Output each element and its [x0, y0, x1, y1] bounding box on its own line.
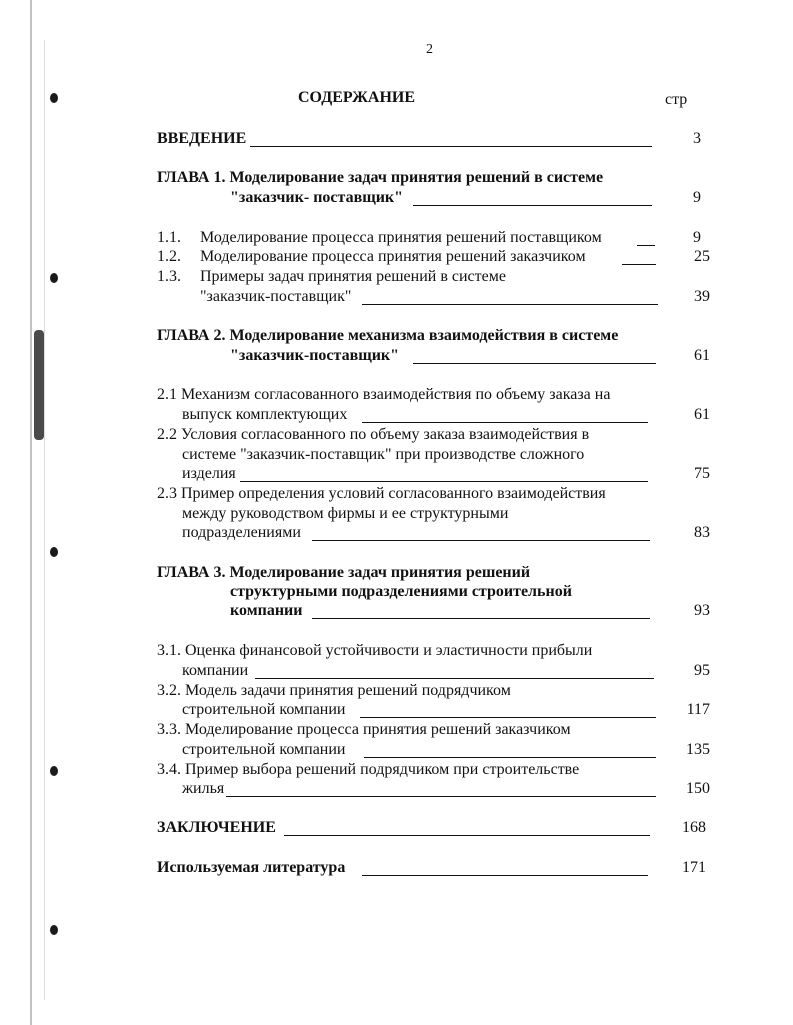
- binding-hole-icon: [50, 766, 58, 776]
- leader-line: [250, 146, 652, 147]
- leader-line: [362, 875, 648, 876]
- toc-literature-page: 171: [682, 859, 706, 876]
- toc-section-title: 3.3. Моделирование процесса принятия решений заказчиком: [157, 721, 571, 738]
- toc-title: СОДЕРЖАНИЕ: [298, 89, 416, 106]
- page-number: 2: [426, 42, 433, 57]
- toc-section-title-cont: системе "заказчик-поставщик" при производстве сложного: [182, 446, 585, 463]
- toc-section-page: 39: [694, 288, 710, 305]
- toc-section-number: 1.1.: [157, 229, 181, 246]
- toc-section-title: 2.3 Пример определения условий согласованного взаимодействия: [157, 485, 606, 502]
- toc-section-title-cont: выпуск комплектующих: [182, 406, 348, 423]
- toc-chapter2-page: 61: [694, 347, 710, 364]
- toc-chapter3-page: 93: [694, 602, 710, 619]
- toc-section-number: 1.2.: [157, 248, 181, 265]
- binding-hole-icon: [50, 273, 58, 283]
- leader-line: [312, 618, 650, 619]
- toc-chapter1-title: ГЛАВА 1. Моделирование задач принятия решений в системе: [157, 169, 604, 186]
- binding-hole-icon: [50, 93, 58, 103]
- toc-chapter3-title: ГЛАВА 3. Моделирование задач принятия решений: [157, 564, 531, 581]
- toc-section-title: 3.1. Оценка финансовой устойчивости и эластичности прибыли: [157, 642, 593, 659]
- toc-section-title: Примеры задач принятия решений в системе: [200, 268, 506, 285]
- toc-chapter2-title-cont: "заказчик-поставщик": [230, 347, 400, 364]
- leader-line: [364, 757, 656, 758]
- toc-section-title: 2.2 Условия согласованного по объему заказа взаимодействия в: [157, 426, 590, 443]
- toc-section-title-cont: изделия: [182, 465, 236, 482]
- toc-chapter3-title-cont: структурными подразделениями строительной: [230, 583, 572, 600]
- scan-edge-line: [30, 0, 32, 1025]
- toc-section-number: 1.3.: [157, 268, 181, 285]
- toc-section-title: Моделирование процесса принятия решений поставщиком: [200, 229, 602, 246]
- binding-hole-icon: [50, 547, 58, 557]
- leader-line: [362, 304, 658, 305]
- toc-section-title-cont: подразделениями: [182, 524, 301, 541]
- scan-edge-line: [44, 40, 45, 1000]
- binding-hole-icon: [50, 925, 58, 935]
- toc-section-title: 2.1 Механизм согласованного взаимодействия по объему заказа на: [157, 386, 611, 403]
- toc-section-title-cont: строительной компании: [182, 701, 346, 718]
- leader-line: [360, 717, 656, 718]
- toc-chapter1-page: 9: [693, 189, 701, 206]
- toc-chapter2-title: ГЛАВА 2. Моделирование механизма взаимодействия в системе: [157, 327, 619, 344]
- leader-line: [255, 678, 654, 679]
- toc-section-title: Моделирование процесса принятия решений заказчиком: [200, 248, 586, 265]
- toc-conclusion-page: 168: [682, 819, 706, 836]
- toc-section-title-cont: "заказчик-поставщик": [200, 288, 352, 305]
- leader-line: [362, 422, 648, 423]
- toc-section-title-cont: между руководством фирмы и ее структурными: [182, 505, 509, 522]
- leader-line: [284, 835, 650, 836]
- toc-literature-label: Используемая литература: [157, 859, 346, 876]
- scan-shadow: [34, 330, 44, 440]
- toc-chapter3-title-cont: компании: [230, 602, 303, 619]
- toc-section-title-cont: компании: [182, 662, 249, 679]
- toc-conclusion-label: ЗАКЛЮЧЕНИЕ: [157, 819, 276, 836]
- leader-line: [312, 540, 650, 541]
- leader-line: [240, 481, 648, 482]
- toc-section-title-cont: жилья: [182, 780, 225, 797]
- toc-section-page: 83: [694, 524, 710, 541]
- toc-section-page: 9: [693, 229, 701, 246]
- toc-section-page: 75: [694, 465, 710, 482]
- toc-section-title: 3.2. Модель задачи принятия решений подрядчиком: [157, 682, 511, 699]
- toc-intro-label: ВВЕДЕНИЕ: [157, 130, 247, 147]
- leader-line: [413, 363, 656, 364]
- toc-section-page: 95: [694, 662, 710, 679]
- toc-section-page: 25: [694, 248, 710, 265]
- leader-line: [413, 205, 652, 206]
- toc-section-page: 117: [686, 701, 710, 718]
- toc-intro-page: 3: [693, 130, 701, 147]
- toc-section-page: 61: [694, 406, 710, 423]
- toc-section-page: 150: [686, 780, 710, 797]
- leader-line: [226, 796, 656, 797]
- toc-section-title: 3.4. Пример выбора решений подрядчиком при строительстве: [157, 761, 580, 778]
- toc-section-title-cont: строительной компании: [182, 741, 346, 758]
- toc-section-page: 135: [686, 741, 710, 758]
- page-column-label: стр: [665, 91, 688, 108]
- toc-chapter1-title-cont: "заказчик- поставщик": [230, 189, 404, 206]
